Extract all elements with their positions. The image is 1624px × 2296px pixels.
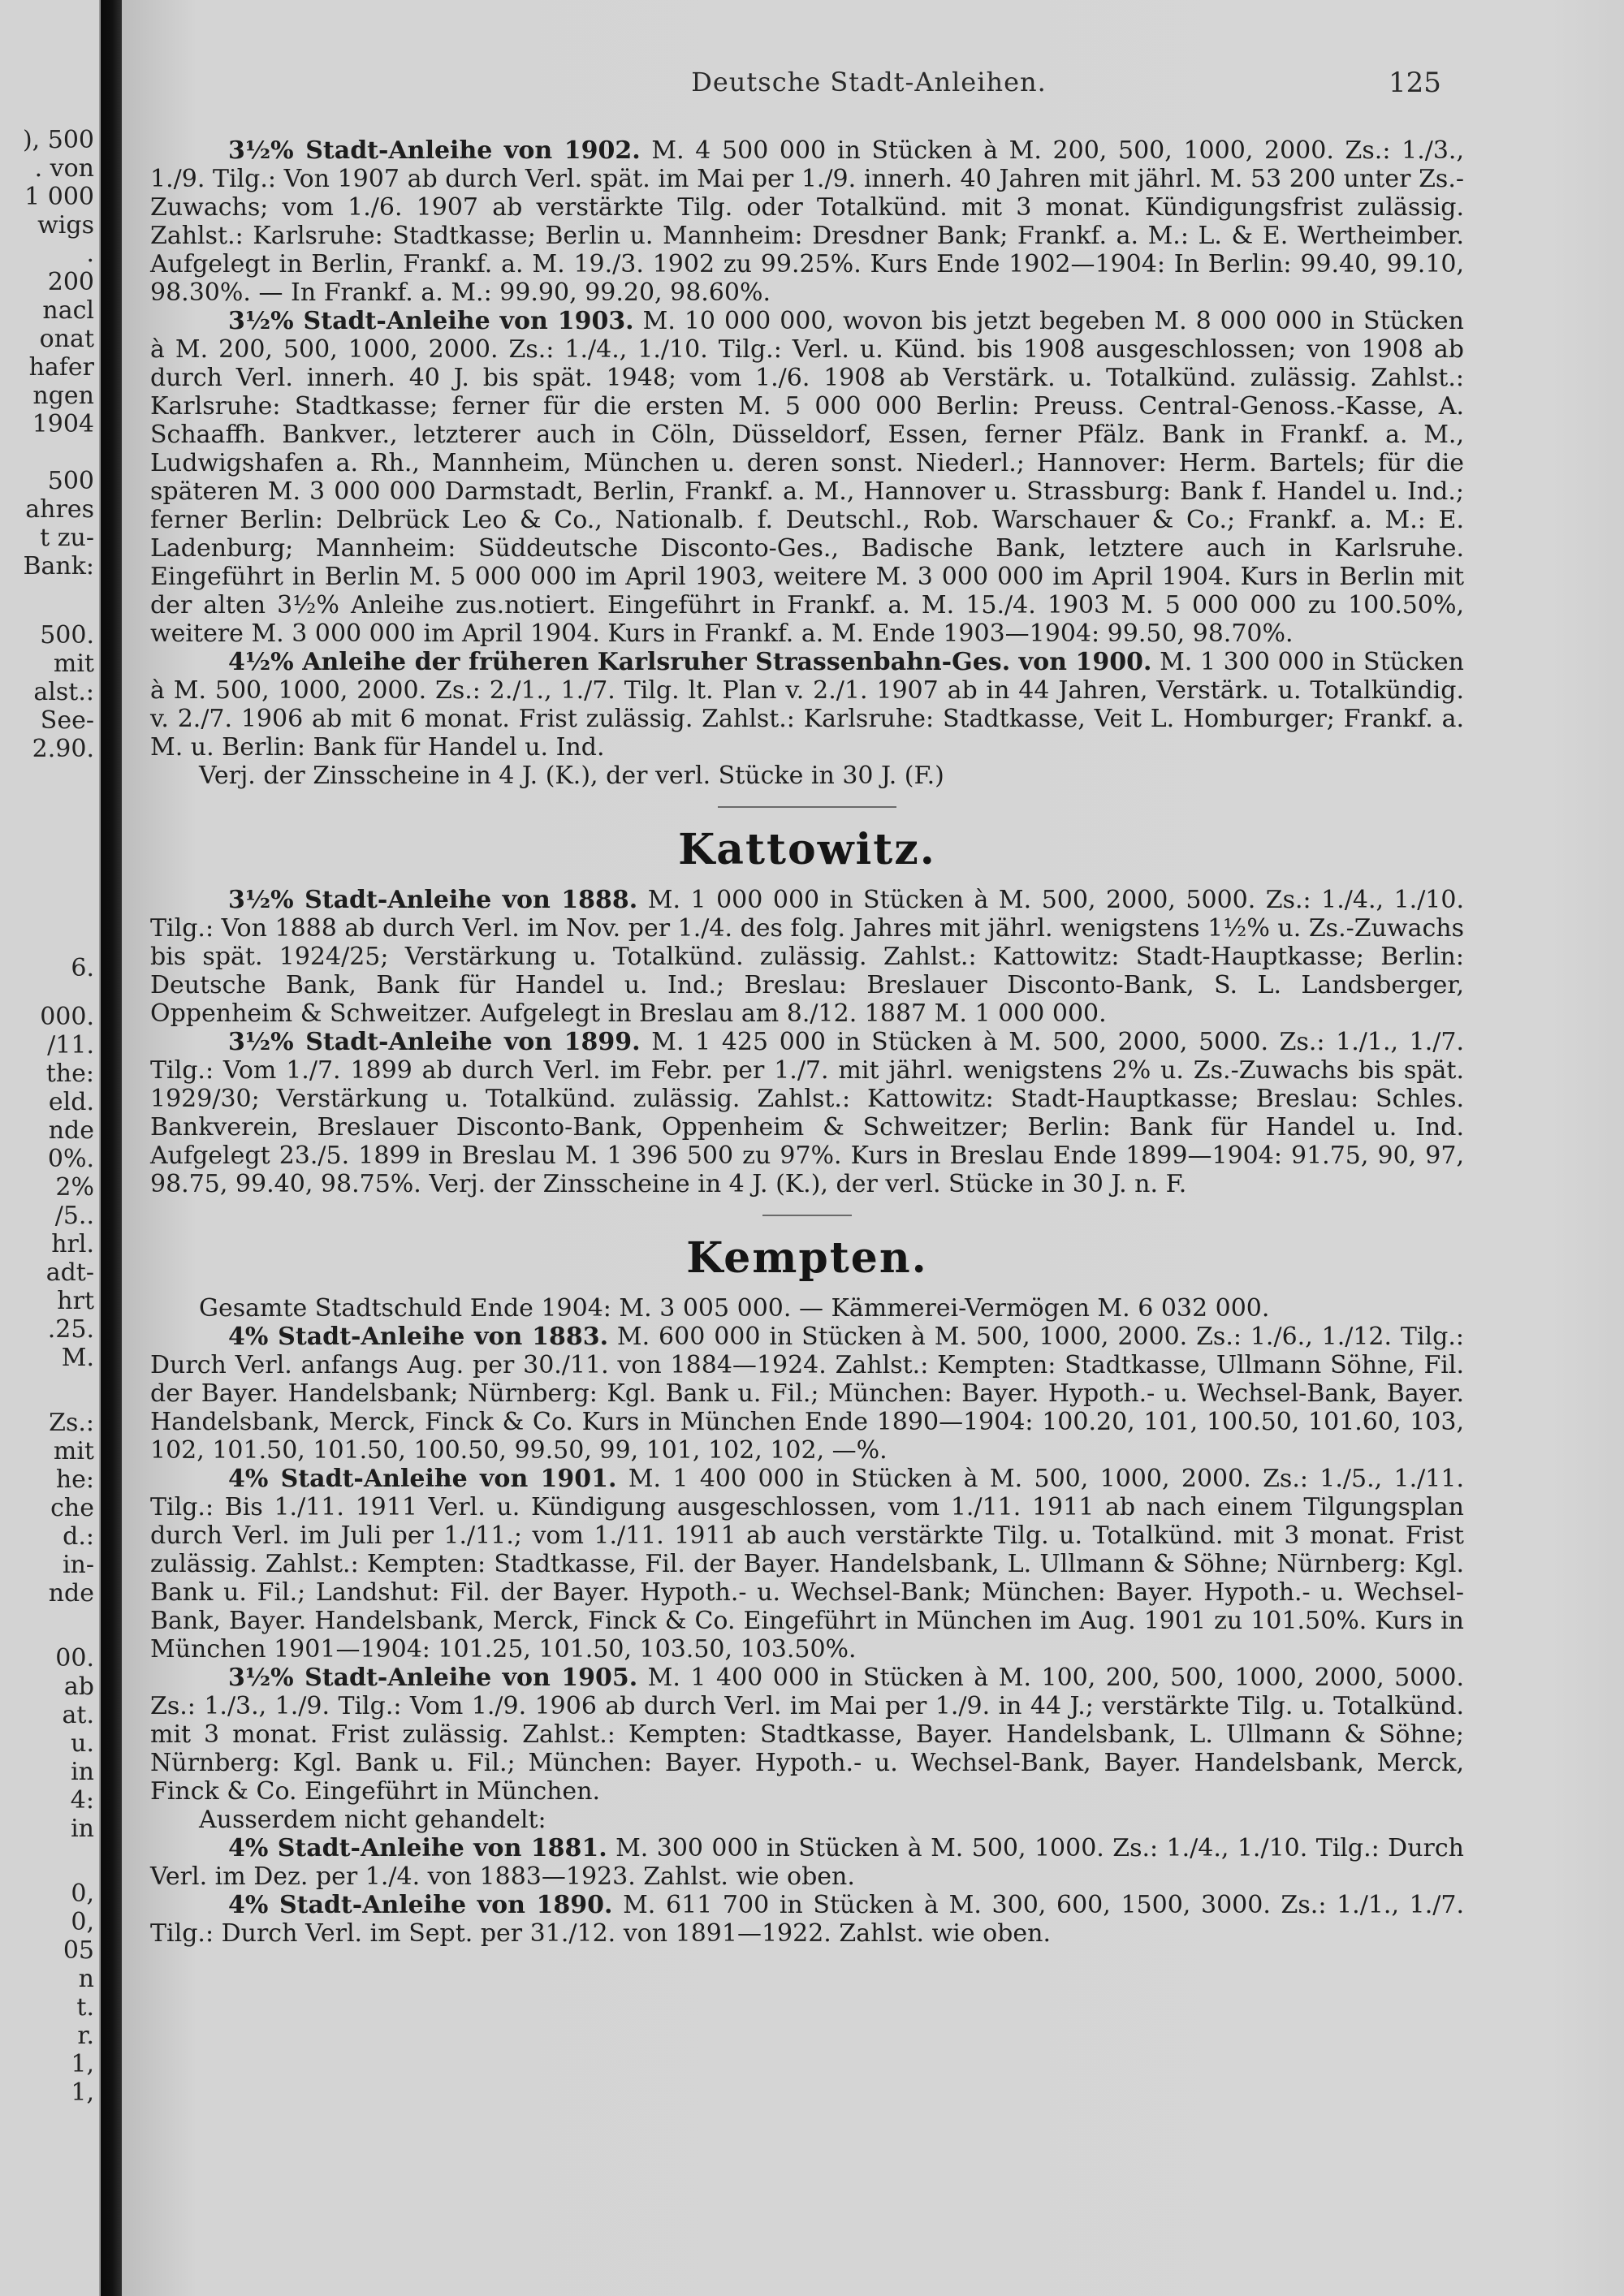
left-page-line: M. [61, 1344, 94, 1372]
left-page-line: 000. [40, 1003, 94, 1031]
bond-entry-title: 4% Stadt-Anleihe von 1890. [228, 1891, 613, 1919]
left-page-line: 0, [71, 1880, 94, 1908]
bond-entry [150, 1028, 1464, 1198]
bond-entry [150, 307, 1464, 648]
left-page-line: 200 [47, 268, 94, 296]
left-page-fragment [0, 0, 101, 2296]
left-page-line: nde [48, 1116, 94, 1145]
bond-entry-text: M. 1 400 000 in Stücken à M. 100, 200, 500, 1000, 2000, 5000. Zs.: 1./3., 1./9. Tilg.: Vom 1./9. 1906 ab durch Verl. im Mai per 1./9. in 44 J.; verstärkte Tilg. u. Totalkünd. mit 3 monat. Frist zulässig. Zahlst.: Kempten: Stadtkasse, Bayer. Handelsbank, L. Ullmann & Söhne; Nürnberg: Kgl. Bank u. Fil.; München: Bayer. Hypoth.- u. Wechsel-Bank, Bayer. Handelsbank, Merck, Finck & Co. Eingeführt in München. [150, 1664, 1465, 1806]
left-page-line: 1 000 [24, 183, 94, 211]
bond-entry-text: M. 611 700 in Stücken à M. 300, 600, 1500, 3000. Zs.: 1./1., 1./7. Tilg.: Durch Verl. im Sept. per 31./12. von 1891—1922. Zahlst. wie oben. [150, 1891, 1464, 1948]
page-content [150, 136, 1464, 1948]
left-page-line: wigs [37, 211, 94, 240]
left-page-line: nde [48, 1579, 94, 1608]
left-page-line: hrt [57, 1287, 94, 1315]
left-page-line: 6. [71, 954, 94, 982]
page-header [122, 67, 1624, 107]
left-page-line: in- [62, 1551, 94, 1579]
subheading: Ausserdem nicht gehandelt: [199, 1806, 546, 1834]
bond-entry-title: 3½% Stadt-Anleihe von 1905. [228, 1664, 638, 1692]
bond-entry-text: M. 10 000 000, wovon bis jetzt begeben M. 8 000 000 in Stücken à M. 200, 500, 1000, 2000. Zs.: 1./4., 1./10. Tilg.: Verl. u. Künd. bis 1908 ausgeschlossen; von 1908 ab durch Verl. innerh. 40 J. bis spät. 1948; vom 1./6. 1908 ab Verstärk. u. Totalkünd. zulässig. Zahlst.: Karlsruhe: Stadtkasse; ferner für die ersten M. 5 000 000 Berlin: Preuss. Central-Genoss.-Kasse, A. Schaaffh. Bankver., letzterer auch in Cöln, Düsseldorf, Essen, ferner Pfälz. Bank in Frankf. a. M., Ludwigshafen a. Rh., Mannheim, München u. deren sonst. Niederl.; Hannover: Herm. Bartels; für die späteren M. 3 000 000 Darmstadt, Berlin, Frankf. a. M., Hannover u. Strassburg: Bank f. Handel u. Ind.; ferner Berlin: Delbrück Leo & Co., Nationalb. f. Deutschl., Rob. Warschauer & Co.; Frankf. a. M.: E. Ladenburg; Mannheim: Süddeutsche Disconto-Ges., Badische Bank, letztere auch in Karlsruhe. Eingeführt in Berlin M. 5 000 000 im April 1903, weitere M. 3 000 000 im April 1904. Kurs in Berlin mit der alten 3½% Anleihe zus.notiert. Eingeführt in Frankf. a. M. 15./4. 1903 M. 5 000 000 zu 100.50%, weitere M. 3 000 000 im April 1904. Kurs in Frankf. a. M. Ende 1903—1904: 99.50, 98.70%. [150, 307, 1465, 648]
section-divider [718, 806, 896, 808]
left-page-line: /11. [47, 1031, 94, 1060]
bond-entry-title: 3½% Stadt-Anleihe von 1902. [228, 136, 641, 165]
left-page-line: alst.: [33, 678, 94, 706]
bond-entry-text: M. 4 500 000 in Stücken à M. 200, 500, 1000, 2000. Zs.: 1./3., 1./9. Tilg.: Von 1907 ab durch Verl. spät. im Mai per 1./9. innerh. 40 Jahren mit jährl. M. 53 200 unter Zs.-Zuwachs; vom 1./6. 1907 ab verstärkte Tilg. oder Totalkünd. mit 3 monat. Kündigungsfrist zulässig. Zahlst.: Karlsruhe: Stadtkasse; Berlin u. Mannheim: Dresdner Bank; Frankf. a. M.: L. & E. Wertheimber. Aufgelegt in Berlin, Frankf. a. M. 19./3. 1902 zu 99.25%. Kurs Ende 1902—1904: In Berlin: 99.40, 99.10, 98.30%. — In Frankf. a. M.: 99.90, 99.20, 98.60%. [150, 136, 1464, 307]
left-page-line: mit [53, 1437, 94, 1465]
left-page-line: mit [53, 650, 94, 678]
left-page-line: .25. [47, 1315, 94, 1344]
left-page-line: See- [40, 706, 94, 735]
section-note: Verj. der Zinsscheine in 4 J. (K.), der verl. Stücke in 30 J. (F.) [199, 762, 944, 790]
bond-entry-text: M. 1 425 000 in Stücken à M. 500, 2000, 5000. Zs.: 1./1., 1./7. Tilg.: Vom 1./7. 1899 ab durch Verl. im Febr. per 1./7. mit jährl. wenigstens 2% u. Zs.-Zuwachs bis spät. 1929/30; Verstärkung u. Totalkünd. zulässig. Zahlst.: Kattowitz: Stadt-Hauptkasse; Breslau: Schles. Bankverein, Breslauer Disconto-Bank, Oppenheim & Schweitzer; Berlin: Bank für Handel u. Ind. Aufgelegt 23./5. 1899 in Breslau M. 1 396 500 zu 97%. Kurs in Breslau Ende 1899—1904: 91.75, 90, 97, 98.75, 99.40, 98.75%. Verj. der Zinsscheine in 4 J. (K.), der verl. Stücke in 30 J. n. F. [150, 1028, 1464, 1198]
left-page-line: eld. [48, 1088, 94, 1116]
bond-entry-text: M. 300 000 in Stücken à M. 500, 1000. Zs.: 1./4., 1./10. Tilg.: Durch Verl. im Dez. per 1./4. von 1883—1923. Zahlst. wie oben. [150, 1834, 1464, 1891]
left-page-line: 00. [55, 1644, 94, 1672]
bond-entry-title: 4% Stadt-Anleihe von 1881. [228, 1834, 607, 1862]
left-page-line: he: [55, 1465, 94, 1494]
left-page-line: u. [71, 1729, 94, 1758]
left-page-line: in [71, 1758, 94, 1786]
left-page-line: Zs.: [49, 1409, 94, 1437]
left-page-line: adt- [45, 1258, 94, 1287]
bond-entry [150, 1323, 1464, 1465]
left-page-line: at. [62, 1701, 94, 1729]
left-page-line: 500. [40, 621, 94, 650]
page-number: 125 [1389, 67, 1441, 99]
bond-entry [150, 1834, 1464, 1891]
left-page-line: ngen [32, 382, 94, 410]
left-page-line: nacl [42, 296, 94, 325]
section-divider [762, 1215, 852, 1216]
left-page-line: /5.. [54, 1202, 94, 1230]
left-page-line: 4: [70, 1786, 94, 1815]
bond-entry-title: 3½% Stadt-Anleihe von 1888. [228, 886, 638, 914]
running-title: Deutsche Stadt-Anleihen. [691, 67, 1047, 97]
bond-entry [150, 1664, 1464, 1806]
left-page-line: r. [77, 2022, 94, 2050]
bond-entry [150, 648, 1464, 762]
left-page-line: 1, [71, 2050, 94, 2078]
bond-entry [150, 886, 1464, 1028]
city-intro: Gesamte Stadtschuld Ende 1904: M. 3 005 000. — Kämmerei-Vermögen M. 6 032 000. [199, 1294, 1270, 1323]
left-page-line: ahres [25, 495, 94, 524]
left-page-line: 2% [55, 1173, 94, 1202]
left-page-line: Bank: [23, 552, 94, 580]
left-page-line: che [50, 1494, 94, 1522]
book-page [122, 0, 1624, 2296]
bond-entry-title: 4% Stadt-Anleihe von 1883. [228, 1323, 609, 1351]
left-page-line: 05 [63, 1936, 94, 1965]
left-page-line: 1904 [32, 410, 94, 438]
left-page-line: ab [63, 1672, 94, 1701]
left-page-line: hafer [28, 353, 94, 382]
bond-entry-text: M. 1 000 000 in Stücken à M. 500, 2000, 5000. Zs.: 1./4., 1./10. Tilg.: Von 1888 ab durch Verl. im Nov. per 1./4. des folg. Jahres mit jährl. wenigstens 1½% u. Zs.-Zuwachs bis spät. 1924/25; Verstärkung u. Totalkünd. zulässig. Zahlst.: Kattowitz: Stadt-Hauptkasse; Berlin: Deutsche Bank, Bank für Handel u. Ind.; Breslau: Breslauer Disconto-Bank, S. L. Landsberger, Oppenheim & Schweitzer. Aufgelegt in Breslau am 8./12. 1887 M. 1 000 000. [150, 886, 1465, 1028]
bond-entry-text: M. 600 000 in Stücken à M. 500, 1000, 2000. Zs.: 1./6., 1./12. Tilg.: Durch Verl. anfangs Aug. per 30./11. von 1884—1924. Zahlst.: Kempten: Stadtkasse, Ullmann Söhne, Fil. der Bayer. Handelsbank; Nürnberg: Kgl. Bank u. Fil.; München: Bayer. Hypoth.- u. Wechsel-Bank, Bayer. Handelsbank, Merck, Finck & Co. Kurs in München Ende 1890—1904: 100.20, 101, 100.50, 101.60, 103, 102, 101.50, 101.50, 100.50, 99.50, 99, 101, 102, 102, —%. [150, 1323, 1464, 1465]
left-page-line: t zu- [40, 524, 94, 552]
bond-entry-title: 4% Stadt-Anleihe von 1901. [228, 1465, 617, 1493]
left-page-line: the: [45, 1060, 94, 1088]
left-page-line: 0%. [47, 1145, 94, 1173]
left-page-line: 0, [71, 1908, 94, 1936]
city-heading: Kattowitz. [678, 825, 936, 874]
left-page-line: 1, [71, 2078, 94, 2107]
left-page-line: d.: [63, 1522, 94, 1551]
book-gutter [101, 0, 122, 2296]
bond-entry-text: M. 1 300 000 in Stücken à M. 500, 1000, 2000. Zs.: 2./1., 1./7. Tilg. lt. Plan v. 2./1. 1907 ab in 44 Jahren, Verstärk. u. Totalkündig. v. 2./7. 1906 ab mit 6 monat. Frist zulässig. Zahlst.: Karlsruhe: Stadtkasse, Veit L. Homburger; Frankf. a. M. u. Berlin: Bank für Handel u. Ind. [150, 648, 1465, 762]
bond-entry [150, 1891, 1464, 1948]
left-page-line: ), 500 [22, 126, 94, 154]
bond-entry-title: 3½% Stadt-Anleihe von 1903. [228, 307, 634, 335]
bond-entry-title: 4½% Anleihe der früheren Karlsruher Strassenbahn-Ges. von 1900. [228, 648, 1152, 676]
left-page-line: n [78, 1965, 94, 1993]
left-page-line: onat [39, 325, 94, 353]
bond-entry [150, 136, 1464, 307]
left-page-line: . von [34, 154, 94, 183]
bond-entry-text: M. 1 400 000 in Stücken à M. 500, 1000, 2000. Zs.: 1./5., 1./11. Tilg.: Bis 1./11. 1911 Verl. u. Kündigung ausgeschlossen, vom 1./11. 1911 ab nach einem Tilgungsplan durch Verl. im Juli per 1./11.; vom 1./11. 1911 ab auch verstärkte Tilg. u. Totalkünd. mit 3 monat. Frist zulässig. Zahlst.: Kempten: Stadtkasse, Fil. der Bayer. Handelsbank, L. Ullmann & Söhne; Nürnberg: Kgl. Bank u. Fil.; Landshut: Fil. der Bayer. Hypoth.- u. Wechsel-Bank; München: Bayer. Hypoth.- u. Wechsel-Bank, Bayer. Handelsbank, Merck, Finck & Co. Eingeführt in München im Aug. 1901 zu 101.50%. Kurs in München 1901—1904: 101.25, 101.50, 103.50, 103.50%. [150, 1465, 1464, 1664]
left-page-line: . [86, 240, 94, 268]
bond-entry-title: 3½% Stadt-Anleihe von 1899. [228, 1028, 641, 1056]
left-page-line: hrl. [51, 1230, 94, 1258]
city-heading: Kempten. [686, 1233, 928, 1283]
left-page-line: t. [76, 1993, 94, 2022]
left-page-line: 500 [47, 467, 94, 495]
left-page-line: in [71, 1815, 94, 1843]
left-page-line: 2.90. [32, 735, 94, 763]
bond-entry [150, 1465, 1464, 1664]
